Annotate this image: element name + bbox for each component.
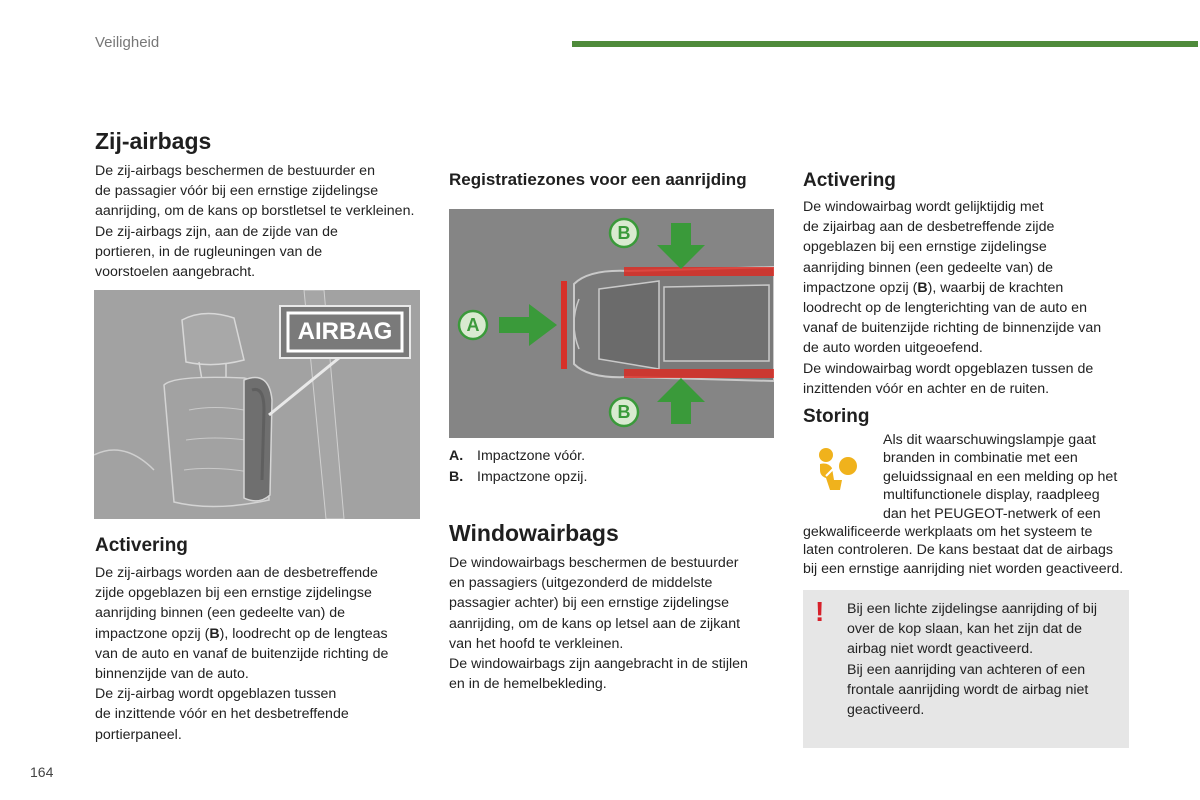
malfunction-line: dan het PEUGEOT-netwerk of een: [883, 505, 1101, 522]
window-activation-line: impactzone opzij (B), waarbij de krachten: [803, 279, 1064, 296]
side-airbags-title: Zij-airbags: [95, 128, 212, 154]
warning-line: Bij een lichte zijdelingse aanrijding of bij: [847, 601, 1098, 617]
warning-line: geactiveerd.: [847, 702, 925, 719]
window-line: De windowairbags zijn aangebracht in de stijlen: [449, 656, 748, 673]
warning-line: airbag niet wordt geactiveerd.: [847, 641, 1034, 658]
activation-line: aanrijding binnen (een gedeelte van) de: [95, 605, 346, 622]
intro-line: portieren, in de rugleuningen van de: [95, 243, 323, 260]
window-activation-line: aanrijding binnen (een gedeelte van) de: [803, 259, 1054, 276]
legend-item: [449, 446, 774, 467]
warning-box: [803, 590, 1129, 748]
airbag-warning-lamp-icon: [812, 446, 864, 492]
window-airbags-title: Windowairbags: [449, 520, 619, 546]
zone-reference: B: [209, 625, 220, 642]
warning-line: frontale aanrijding wordt de airbag niet: [847, 681, 1089, 698]
window-activation-line: inzittenden vóór en achter en de ruiten.: [803, 380, 1050, 397]
impact-zones-illustration: [449, 209, 774, 438]
window-activation-title: Activering: [803, 170, 896, 191]
warning-line: over de kop slaan, kan het zijn dat de: [847, 621, 1083, 638]
malfunction-line: Als dit waarschuwingslampje gaat: [883, 432, 1096, 448]
activation-line: de inzittende vóór en het desbetreffende: [95, 706, 349, 723]
legend-item: [449, 467, 774, 488]
malfunction-line: multifunctionele display, raadpleeg: [883, 487, 1100, 504]
impact-legend: [449, 446, 774, 488]
window-line: aanrijding, om de kans op letsel aan de zijkant: [449, 615, 741, 632]
window-activation-line: De windowairbag wordt gelijktijdig met: [803, 199, 1044, 215]
activation-line: De zij-airbag wordt opgeblazen tussen: [95, 686, 337, 703]
window-line: van het hoofd te verkleinen.: [449, 635, 624, 652]
malfunction-line: bij een ernstige aanrijding niet worden geactiveerd.: [803, 560, 1124, 577]
header-accent-bar: [572, 41, 1198, 47]
legend-key: B.: [449, 469, 464, 485]
malfunction-line: laten controleren. De kans bestaat dat de airbags: [803, 542, 1113, 559]
malfunction-line: geluidssignaal en een melding op het: [883, 468, 1118, 485]
airbag-label: AIRBAG: [297, 318, 393, 345]
intro-line: de passagier vóór bij een ernstige zijdelingse: [95, 183, 379, 200]
intro-line: voorstoelen aangebracht.: [95, 264, 256, 281]
page-number: 164: [30, 764, 54, 780]
legend-text: Impactzone vóór.: [477, 448, 586, 464]
window-line: De windowairbags beschermen de bestuurder: [449, 555, 739, 571]
warning-text: [847, 599, 1129, 720]
window-activation-text: [803, 197, 1148, 399]
window-activation-line: opgeblazen bij een ernstige zijdelingse: [803, 239, 1047, 256]
legend-text: Impactzone opzij.: [477, 469, 588, 485]
activation-line: binnenzijde van de auto.: [95, 666, 249, 683]
side-activation-text: [95, 563, 435, 745]
warning-line: Bij een aanrijding van achteren of een: [847, 661, 1086, 678]
activation-line: De zij-airbags worden aan de desbetreffende: [95, 565, 378, 581]
side-airbags-intro: [95, 161, 435, 282]
window-activation-line: de zijairbag aan de desbetreffende zijde: [803, 219, 1055, 236]
malfunction-line: branden in combinatie met een: [883, 450, 1078, 467]
window-activation-line: de auto worden uitgeoefend.: [803, 340, 983, 357]
warning-exclamation-icon: !: [815, 596, 825, 627]
seat-airbag-illustration: [94, 290, 420, 519]
impact-zones-title: Registratiezones voor een aanrijding: [449, 170, 747, 189]
window-line: en in de hemelbekleding.: [449, 676, 607, 693]
marker-a: A: [466, 315, 480, 335]
intro-line: De zij-airbags zijn, aan de zijde van de: [95, 223, 338, 240]
window-line: passagier achter) bij een ernstige zijdelingse: [449, 595, 729, 612]
section-label: Veiligheid: [95, 34, 160, 51]
malfunction-text: [803, 523, 1148, 578]
malfunction-title: Storing: [803, 406, 870, 427]
window-activation-line: loodrecht op de lengterichting van de auto en: [803, 300, 1087, 317]
activation-line: portierpaneel.: [95, 726, 182, 743]
marker-b-bottom: B: [617, 402, 631, 422]
window-airbags-text: [449, 553, 789, 694]
legend-key: A.: [449, 448, 464, 464]
window-activation-line: vanaf de buitenzijde richting de binnenzijde van: [803, 320, 1102, 337]
activation-line: van de auto en vanaf de buitenzijde richting de: [95, 645, 389, 662]
marker-b-top: B: [617, 223, 631, 243]
intro-line: aanrijding, om de kans op borstletsel te verkleinen.: [95, 203, 415, 220]
activation-line: zijde opgeblazen bij een ernstige zijdelingse: [95, 585, 372, 602]
intro-line: De zij-airbags beschermen de bestuurder en: [95, 163, 375, 179]
window-activation-line: De windowairbag wordt opgeblazen tussen de: [803, 360, 1094, 377]
malfunction-line: gekwalificeerde werkplaats om het systeem te: [803, 524, 1093, 540]
malfunction-indented-text: [883, 431, 1143, 523]
window-line: en passagiers (uitgezonderd de middelste: [449, 575, 713, 592]
zone-reference: B: [917, 279, 928, 296]
side-activation-title: Activering: [95, 535, 188, 556]
activation-line: impactzone opzij (B), loodrecht op de lengteas: [95, 625, 388, 642]
